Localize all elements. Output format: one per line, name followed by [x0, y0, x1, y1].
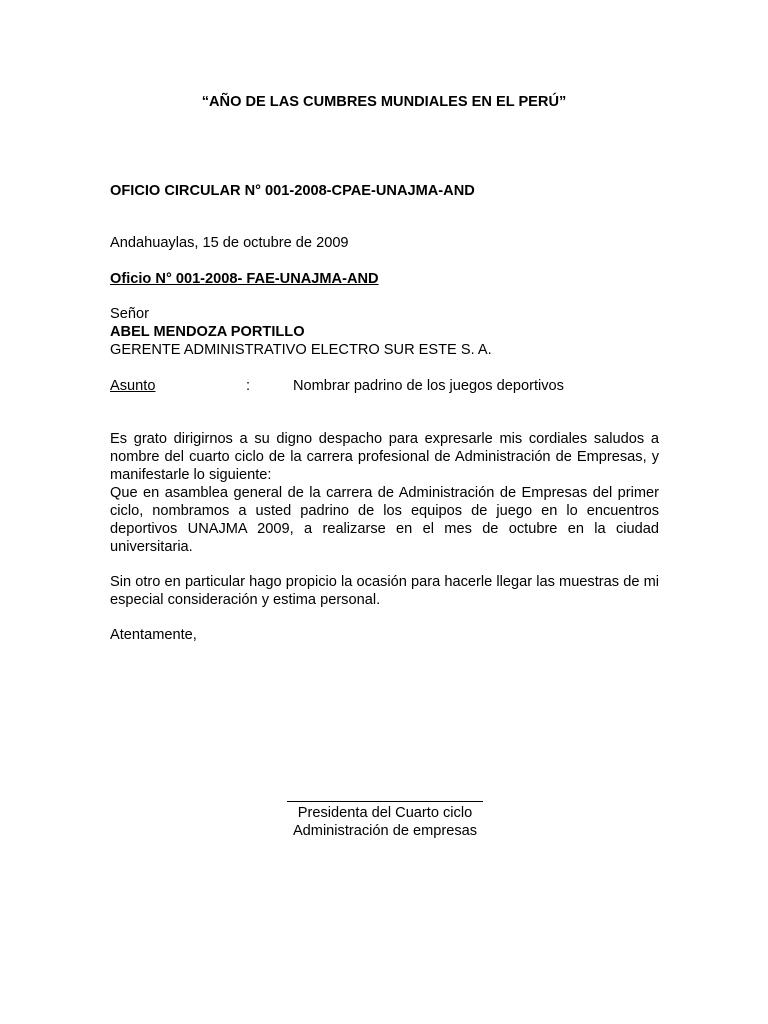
body-paragraph-3: Sin otro en particular hago propicio la ocasión para hacerle llegar las muestras de mi especial consideración y estima personal.: [110, 574, 659, 608]
body-paragraphs: [110, 430, 659, 556]
recipient-salutation: Señor: [110, 306, 149, 322]
place-date: Andahuaylas, 15 de octubre de 2009: [110, 235, 349, 251]
body-paragraph-1: Es grato dirigirnos a su digno despacho para expresarle mis cordiales saludos a nombre del cuarto ciclo de la carrera profesional de Administración de Empresas, y manifestarle lo siguiente:: [110, 431, 659, 483]
circular-number: OFICIO CIRCULAR N° 001-2008-CPAE-UNAJMA-AND: [110, 183, 475, 199]
signature-department: Administración de empresas: [292, 823, 478, 839]
recipient-name: ABEL MENDOZA PORTILLO: [110, 324, 305, 340]
subject-label: Asunto: [110, 378, 156, 394]
subject-separator: :: [246, 378, 251, 394]
signature-role: Presidenta del Cuarto ciclo: [297, 805, 473, 821]
subject-text: Nombrar padrino de los juegos deportivos: [293, 378, 564, 394]
oficio-number: Oficio N° 001-2008- FAE-UNAJMA-AND: [110, 271, 379, 287]
body-paragraph-2: Que en asamblea general de la carrera de Administración de Empresas del primer ciclo, nombramos a usted padrino de los equipos de juego en lo encuentros deportivos UNAJMA 2009, a realizarse en el mes de octubre en la ciudad universitaria.: [110, 485, 659, 555]
year-motto: “AÑO DE LAS CUMBRES MUNDIALES EN EL PERÚ”: [201, 94, 567, 110]
closing: Atentamente,: [110, 627, 197, 643]
signature-line: [287, 801, 483, 802]
recipient-position: GERENTE ADMINISTRATIVO ELECTRO SUR ESTE S. A.: [110, 342, 492, 358]
